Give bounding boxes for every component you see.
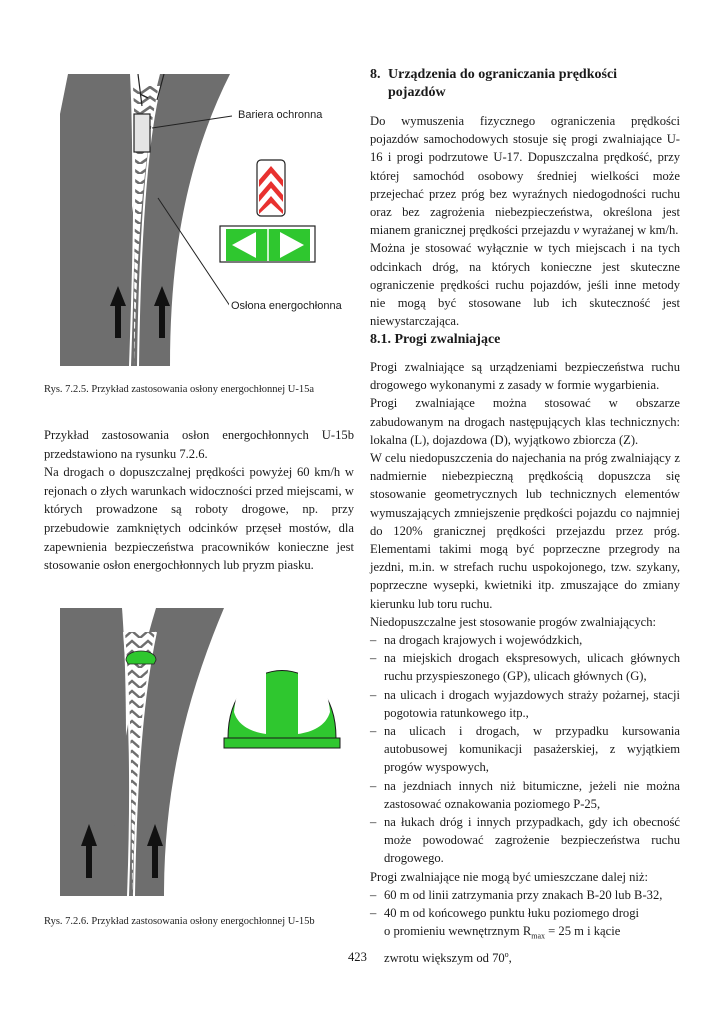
paragraph: Można je stosować wyłącznie w tych miejscach i na tych odcinkach dróg, na których konieczne jest skuteczne ograniczenie prędkości ruchu pojazdów, jeśli inne metody nie mogą być stosowane lub ich skuteczność jest niewystarczająca. [370, 241, 680, 329]
paragraph: Do wymuszenia fizycznego ograniczenia prędkości pojazdów samochodowych stosuje się progi zwalniające U-16 i progi podrzutowe U-17. Dopuszczalna prędkość, przy której samochód osobowy średniej wielkości może przejechać przez próg bez wyraźnych niedogodności ruchu oraz bez zagrożenia niebezpieczeństwa, określona jest mianem granicznej prędkości przejazdu v wyrażanej w km/h. [370, 114, 680, 238]
list-item: – na łukach dróg i innych przypadkach, gdy ich obecność może powodować zagrożenie bezpieczeństwa ruchu drogowego. [370, 815, 680, 866]
list-item: – na jezdniach innych niż bitumiczne, jeżeli nie można zastosować oznakowania poziomego P-25, [370, 778, 680, 811]
crash-cushion-box [134, 114, 150, 152]
page-number: 423 [348, 950, 367, 964]
list-item: – 60 m od linii zatrzymania przy znakach B-20 lub B-32, [370, 887, 663, 902]
label-cushion: Osłona energochłonna [231, 300, 342, 312]
list-item: – 40 m od końcowego punktu łuku poziomego drogi o promieniu wewnętrznym $R_{max} = 25$ m i kącie zwrotu większym od 70$^o$, [370, 906, 639, 966]
list-item: – na miejskich drogach ekspresowych, ulicach głównych ruchu przyspieszonego (GP), ulicach głównych (G), [370, 651, 680, 684]
green-cushion-sign-large [224, 670, 340, 748]
list-distances [370, 886, 680, 968]
section-8-text [370, 112, 680, 330]
paragraph: Przykład zastosowania osłon energochłonnych U-15b przedstawiono na rysunku 7.2.6. [44, 428, 354, 461]
paragraph: Na drogach o dopuszczalnej prędkości powyżej 60 km/h w rejonach o złych warunkach widoczności przed miejscami, w których prowadzone są roboty drogowe, np. przy przebudowie zamkniętych odcinków przęseł mostów, dla zapewnienia bezpieczeństwa pracowników konieczne jest stosowanie osłon energochłonnych lub pryzm piasku. [44, 465, 354, 573]
paragraph: Progi zwalniające nie mogą być umieszczane dalej niż: [370, 869, 648, 884]
figure-7-2-6 [60, 608, 350, 898]
list-not-allowed [370, 631, 680, 868]
green-cushion-sign [220, 226, 315, 262]
label-barrier: Bariera ochronna [238, 109, 323, 121]
list-item: – na ulicach i drogach, w przypadku kursowania autobusowej komunikacji pasażerskiej, z wyjątkiem progów wyspowych, [370, 724, 680, 775]
figure-caption: Rys. 7.2.6. Przykład zastosowania osłony energochłonnej U-15b [44, 916, 315, 927]
figure-caption: Rys. 7.2.5. Przykład zastosowania osłony energochłonnej U-15a [44, 384, 315, 395]
section-heading: 8. Urządzenia do ograniczania prędkości pojazdów [370, 67, 618, 100]
subsection-heading: 8.1. Progi zwalniające [370, 332, 501, 347]
paragraph: Progi zwalniające są urządzeniami bezpieczeństwa ruchu drogowego wykonanymi z zasady w formie wygarbienia. [370, 360, 680, 393]
list-item: – na ulicach i drogach wyjazdowych straży pożarnej, stacji pogotowia ratunkowego itp., [370, 687, 680, 720]
red-chevron-sign [257, 160, 285, 216]
paragraph: W celu niedopuszczenia do najechania na próg zwalniający z nadmiernie niebezpieczną prędkością dopuszcza się stosowanie geometrycznych lub technicznych elementów wymuszających zmniejszenie prędkości pojazdu co najmniej do 120% granicznej prędkości przejazdu przez próg. Elementami takimi mogą być poprzeczne przegrody na jezdni, m.in. w strefach ruchu uspokojonego, tzw. szykany, poprzeczne wysepki, kwietniki itp. zmuszające do zmiany kierunku lub toru ruchu. [370, 451, 680, 611]
list-item: – na drogach krajowych i wojewódzkich, [370, 633, 583, 648]
section-8-1-text [370, 358, 680, 967]
crash-cushion-small [126, 651, 156, 664]
paragraph: Niedopuszczalne jest stosowanie progów zwalniających: [370, 614, 657, 629]
left-column-text [44, 426, 354, 575]
paragraph: Progi zwalniające można stosować w obszarze zabudowanym na drogach następujących klas technicznych: lokalna (L), dojazdowa (D), wyjątkowo zbiorcza (Z). [370, 396, 680, 447]
